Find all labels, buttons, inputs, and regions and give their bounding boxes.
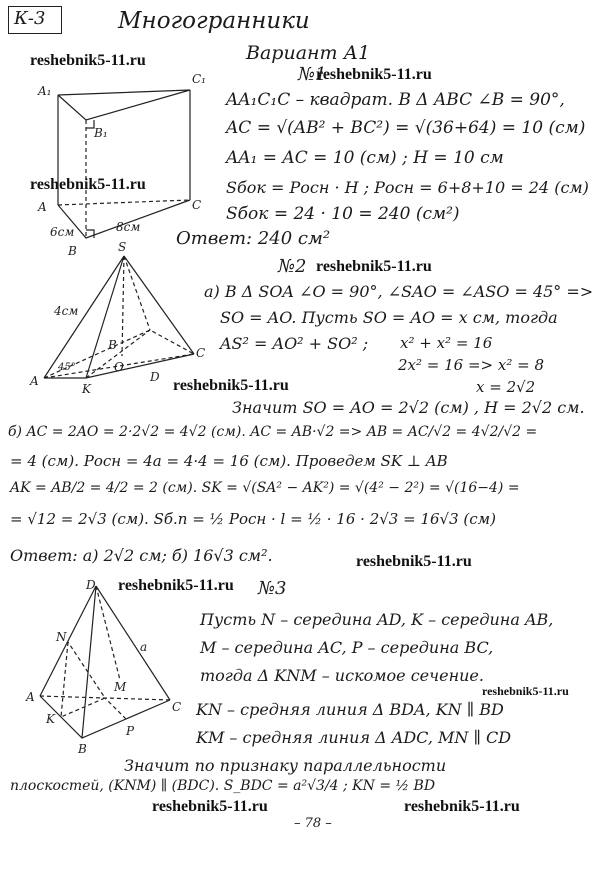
figure-label: A bbox=[38, 200, 47, 214]
figure-label: B bbox=[78, 742, 87, 756]
figure-label: K bbox=[82, 382, 91, 396]
task1-number: №1 bbox=[298, 64, 327, 85]
task2-line: Значит SO = AO = 2√2 (см) , H = 2√2 см. bbox=[232, 398, 585, 417]
task3-line: KM – средняя линия Δ ADC, MN ∥ CD bbox=[196, 728, 512, 747]
watermark: reshebnik5-11.ru bbox=[316, 66, 432, 83]
task3-line: Значит по признаку параллельности bbox=[124, 756, 447, 775]
task1-line: AA₁C₁C – квадрат. В Δ ABC ∠B = 90°, bbox=[226, 90, 565, 110]
figure-label: S bbox=[118, 240, 127, 254]
watermark: reshebnik5-11.ru bbox=[30, 52, 146, 69]
task2-line: AK = AB/2 = 4/2 = 2 (см). SK = √(SA² − AK²) = √(4² − 2²) = √(16−4) = bbox=[10, 480, 520, 496]
watermark: reshebnik5-11.ru bbox=[152, 798, 268, 815]
figure-label: C bbox=[192, 198, 202, 212]
figure-label: A₁ bbox=[38, 84, 52, 98]
task2-line: AS² = AO² + SO² ; bbox=[220, 334, 369, 353]
task1-line: Sбок = 24 · 10 = 240 (см²) bbox=[226, 204, 460, 224]
figure-label: D bbox=[150, 370, 160, 384]
figure-label: P bbox=[126, 724, 135, 738]
task2-line: а) В Δ SOA ∠O = 90°, ∠SAO = ∠ASO = 45° => bbox=[204, 282, 594, 301]
task1-line: AA₁ = AC = 10 (см) ; H = 10 см bbox=[226, 148, 504, 168]
task2-line: = 4 (см). Pосн = 4a = 4·4 = 16 (см). Проведем SK ⊥ AB bbox=[10, 452, 448, 470]
task2-line: 2x² = 16 => x² = 8 bbox=[398, 356, 545, 374]
watermark: reshebnik5-11.ru bbox=[316, 258, 432, 275]
task2-line: = √12 = 2√3 (см). Sб.п = ½ Pосн · l = ½ · 16 · 2√3 = 16√3 (см) bbox=[10, 510, 496, 528]
figure-label: B₁ bbox=[94, 126, 108, 140]
task1-line: Sбок = Pосн · H ; Pосн = 6+8+10 = 24 (см) bbox=[226, 178, 589, 197]
figure-label: 6см bbox=[50, 225, 75, 239]
figure-label: 4см bbox=[54, 304, 79, 318]
task3-line: плоскостей, (KNM) ∥ (BDC). S_BDC = a²√3/4 ; KN = ½ BD bbox=[10, 778, 436, 794]
watermark: reshebnik5-11.ru bbox=[30, 176, 146, 193]
variant-heading: Вариант А1 bbox=[246, 42, 371, 64]
figure-label: B bbox=[108, 338, 117, 352]
task3-line: тогда Δ KNM – искомое сечение. bbox=[200, 666, 484, 685]
figure-label: O bbox=[114, 360, 124, 374]
watermark: reshebnik5-11.ru bbox=[173, 377, 289, 394]
figure-label: C₁ bbox=[192, 72, 206, 86]
figure-label: K bbox=[46, 712, 55, 726]
task1-answer: Ответ: 240 см² bbox=[176, 228, 331, 249]
figure-label: 45° bbox=[58, 362, 76, 373]
watermark: reshebnik5-11.ru bbox=[356, 553, 472, 570]
page-number: – 78 – bbox=[294, 816, 332, 831]
figure-label: C bbox=[172, 700, 182, 714]
page-title: Многогранники bbox=[118, 8, 310, 34]
task3-number: №3 bbox=[258, 578, 287, 599]
task2-line: x = 2√2 bbox=[476, 378, 536, 396]
task2-line: б) AC = 2AO = 2·2√2 = 4√2 (см). AC = AB·√2 => AB = AC/√2 = 4√2/√2 = bbox=[8, 424, 538, 440]
figure-label: N bbox=[56, 630, 67, 644]
task2-line: SO = AO. Пусть SO = AO = x см, тогда bbox=[220, 308, 558, 327]
figure-label: M bbox=[114, 680, 127, 694]
figure-label: a bbox=[140, 640, 148, 654]
task2-answer: Ответ: а) 2√2 см; б) 16√3 см². bbox=[10, 546, 273, 565]
figure-label: B bbox=[68, 244, 77, 258]
task3-line: M – середина AC, P – середина BC, bbox=[200, 638, 494, 657]
task2-number: №2 bbox=[278, 256, 307, 277]
variant-label: К-3 bbox=[14, 8, 46, 29]
figure-label: A bbox=[26, 690, 35, 704]
figure-label: A bbox=[30, 374, 39, 388]
task1-line: AC = √(AB² + BC²) = √(36+64) = 10 (см) bbox=[226, 118, 586, 138]
figure-label: C bbox=[196, 346, 206, 360]
watermark: reshebnik5-11.ru bbox=[404, 798, 520, 815]
watermark: reshebnik5-11.ru bbox=[482, 684, 569, 698]
task2-line: x² + x² = 16 bbox=[400, 334, 493, 352]
figure-label: D bbox=[86, 578, 96, 592]
watermark: reshebnik5-11.ru bbox=[118, 577, 234, 594]
figure-label: 8см bbox=[116, 220, 141, 234]
task3-line: Пусть N – середина AD, K – середина AB, bbox=[200, 610, 554, 629]
task3-line: KN – средняя линия Δ BDA, KN ∥ BD bbox=[196, 700, 504, 719]
